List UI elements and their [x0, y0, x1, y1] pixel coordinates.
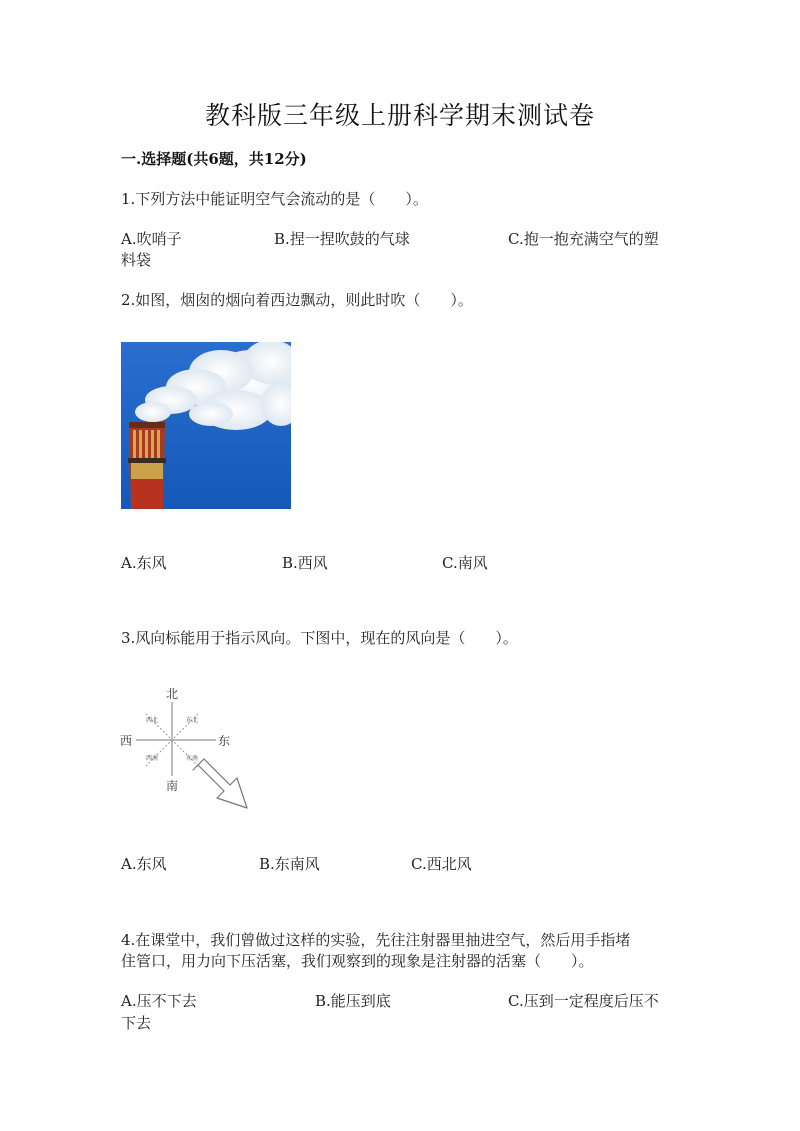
question-3-stem: 3.风向标能用于指示风向。下图中，现在的风向是（ ）。: [121, 629, 518, 647]
chimney: [128, 422, 166, 509]
compass-west: 西: [119, 734, 133, 748]
question-2-option-b: B.西风: [282, 554, 328, 572]
compass-sw: 西南: [145, 755, 159, 762]
compass-north: 北: [165, 687, 179, 701]
question-2-option-a: A.东风: [121, 554, 167, 572]
wind-arrow-icon: [193, 759, 247, 808]
compass-south: 南: [165, 779, 179, 793]
question-4-stem-line1: 4.在课堂中，我们曾做过这样的实验，先往注射器里抽进空气，然后用手指堵: [121, 931, 631, 949]
question-1-option-a: A.吹哨子: [121, 230, 182, 248]
wind-vane-compass: [116, 684, 276, 820]
chimney-smoke-photo: [121, 342, 291, 509]
question-1-option-c-wrap: 料袋: [121, 251, 152, 269]
question-2-option-c: C.南风: [442, 554, 488, 572]
question-4-option-c: C.压到一定程度后压不: [508, 992, 659, 1010]
question-1-option-c: C.抱一抱充满空气的塑: [508, 230, 659, 248]
compass-se: 东南: [185, 755, 199, 762]
question-4-option-b: B.能压到底: [315, 992, 391, 1010]
compass-ne: 东北: [185, 717, 199, 724]
page-title: 教科版三年级上册科学期末测试卷: [204, 101, 595, 130]
compass-east: 东: [217, 734, 231, 748]
question-2-stem: 2.如图，烟囱的烟向着西边飘动，则此时吹（ ）。: [121, 291, 473, 309]
question-3-option-b: B.东南风: [259, 855, 320, 873]
question-4-stem-line2: 住管口，用力向下压活塞，我们观察到的现象是注射器的活塞（ ）。: [121, 952, 594, 970]
question-1-option-b: B.捏一捏吹鼓的气球: [274, 230, 410, 248]
section-heading: 一.选择题(共6题，共12分): [121, 150, 307, 168]
question-4-option-c-wrap: 下去: [121, 1014, 152, 1032]
chimney-smoke-illustration: [121, 342, 291, 509]
question-3-option-a: A.东风: [121, 855, 167, 873]
question-1-stem: 1.下列方法中能证明空气会流动的是（ ）。: [121, 190, 428, 208]
question-4-option-a: A.压不下去: [121, 992, 197, 1010]
compass-nw: 西北: [145, 717, 159, 724]
question-3-option-c: C.西北风: [411, 855, 472, 873]
